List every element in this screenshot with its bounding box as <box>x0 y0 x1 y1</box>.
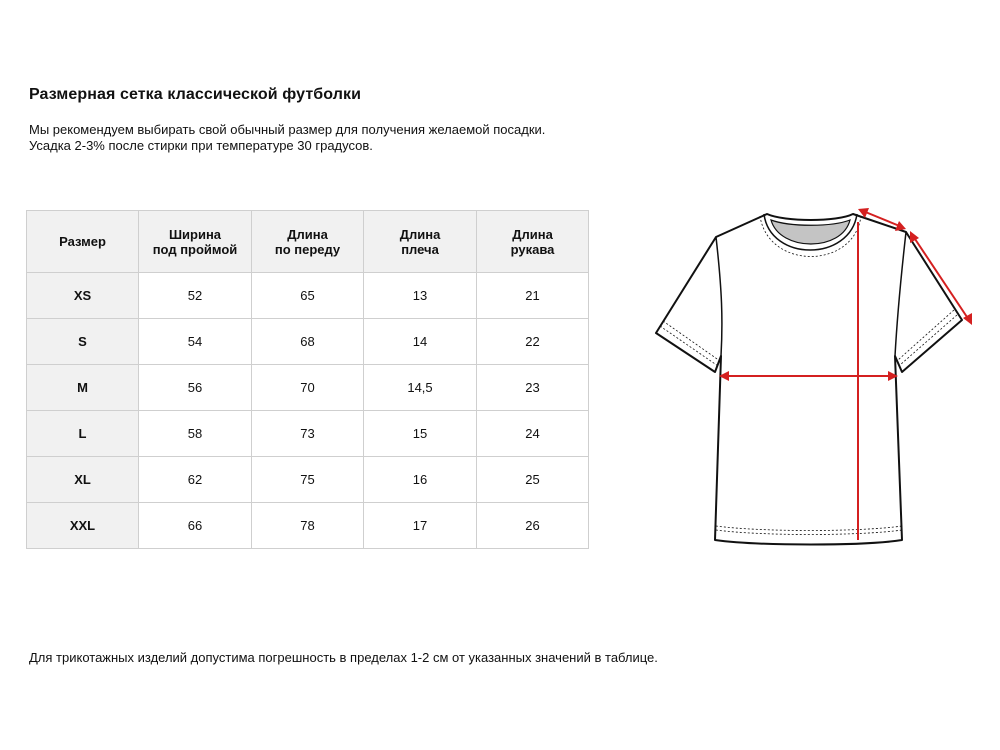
width-cell: 52 <box>139 273 252 319</box>
footer-note: Для трикотажных изделий допустима погрешность в пределах 1-2 см от указанных значений в таблице. <box>29 650 658 665</box>
front-length-cell: 73 <box>252 411 364 457</box>
header-sleeve-line2: рукава <box>510 241 555 257</box>
header-front-length <box>252 211 364 273</box>
width-cell: 66 <box>139 503 252 549</box>
front-length-cell: 68 <box>252 319 364 365</box>
size-cell: L <box>27 411 139 457</box>
front-length-cell: 75 <box>252 457 364 503</box>
table-row <box>27 503 589 549</box>
header-shoulder-line1: Длина <box>399 226 441 242</box>
size-cell: S <box>27 319 139 365</box>
width-cell: 62 <box>139 457 252 503</box>
front-length-cell: 65 <box>252 273 364 319</box>
intro-text <box>29 122 545 154</box>
sleeve-cell: 21 <box>477 273 589 319</box>
shoulder-cell: 15 <box>364 411 477 457</box>
sleeve-cell: 23 <box>477 365 589 411</box>
size-cell: XL <box>27 457 139 503</box>
size-cell: XXL <box>27 503 139 549</box>
shoulder-cell: 13 <box>364 273 477 319</box>
sleeve-cell: 25 <box>477 457 589 503</box>
shoulder-cell: 14 <box>364 319 477 365</box>
tshirt-outline <box>656 214 962 545</box>
header-sleeve-line1: Длина <box>512 226 553 242</box>
front-length-cell: 78 <box>252 503 364 549</box>
table-row <box>27 457 589 503</box>
shoulder-cell: 17 <box>364 503 477 549</box>
header-width <box>139 211 252 273</box>
shoulder-cell: 16 <box>364 457 477 503</box>
tshirt-measurement-diagram-icon <box>640 196 980 556</box>
intro-line-recommendation: Мы рекомендуем выбирать свой обычный размер для получения желаемой посадки. <box>29 122 546 137</box>
front-length-cell: 70 <box>252 365 364 411</box>
width-cell: 54 <box>139 319 252 365</box>
intro-line-shrinkage: Усадка 2-3% после стирки при температуре 30 градусов. <box>29 138 373 153</box>
header-sleeve-length <box>477 211 589 273</box>
table-row <box>27 411 589 457</box>
shoulder-cell: 14,5 <box>364 365 477 411</box>
sleeve-cell: 26 <box>477 503 589 549</box>
size-chart-table <box>26 210 589 549</box>
table-header-row <box>27 211 589 273</box>
table-row <box>27 319 589 365</box>
width-cell: 58 <box>139 411 252 457</box>
header-width-line1: Ширина <box>168 226 222 242</box>
header-shoulder-length <box>364 211 477 273</box>
sleeve-cell: 24 <box>477 411 589 457</box>
width-cell: 56 <box>139 365 252 411</box>
size-cell: M <box>27 365 139 411</box>
table-row <box>27 273 589 319</box>
header-shoulder-line2: плеча <box>401 241 439 257</box>
header-size-label: Размер <box>59 234 106 249</box>
shoulder-arrow-end <box>895 221 906 231</box>
header-width-line2: под проймой <box>152 241 238 257</box>
header-front-length-line1: Длина <box>287 226 328 242</box>
size-cell: XS <box>27 273 139 319</box>
page-title: Размерная сетка классической футболки <box>29 86 362 103</box>
header-size <box>27 211 139 273</box>
sleeve-cell: 22 <box>477 319 589 365</box>
header-front-length-line2: по переду <box>274 241 341 257</box>
table-row <box>27 365 589 411</box>
